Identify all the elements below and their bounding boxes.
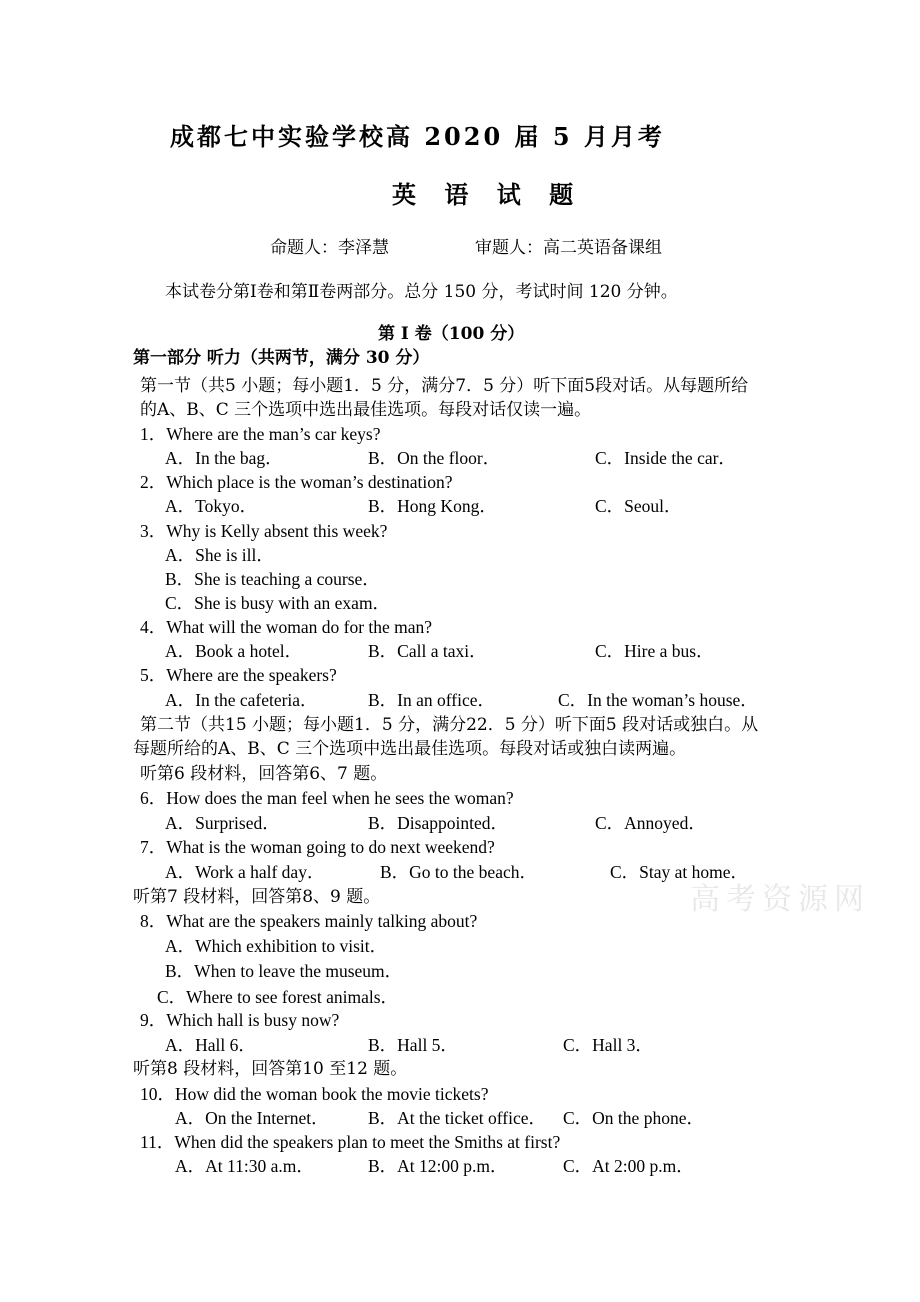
option-a: A．Work a half day． [165,862,325,882]
question-stem: 4．What will the woman do for the man? [140,617,433,637]
question-stem: 2．Which place is the woman’s destination? [140,472,453,492]
option-b: B．In an office． [368,690,496,710]
option-a: A．In the cafeteria． [165,690,318,710]
option-a: A．She is ill． [165,545,274,565]
section2-intro-line2: 每题所给的A、B、C 三个选项中选出最佳选项。每段对话或独白读两遍。 [133,739,687,759]
reviewer-line: 审题人：高二英语备课组 [475,238,662,258]
option-b: B．Hall 5． [368,1035,458,1055]
option-c: C．On the phone． [563,1108,704,1128]
question-stem: 6．How does the man feel when he sees the woman? [140,788,514,808]
option-b: B．Hong Kong． [368,496,497,516]
section2-intro-line1: 第二节（共15 小题；每小题1．5 分，满分22．5 分）听下面5 段对话或独白。从 [140,715,759,735]
exam-instructions: 本试卷分第Ⅰ卷和第Ⅱ卷两部分。总分 150 分，考试时间 120 分钟。 [165,282,678,302]
option-a: A．On the Internet． [175,1108,329,1128]
question-stem: 3．Why is Kelly absent this week? [140,521,388,541]
option-c: C．Inside the car． [595,448,736,468]
volume-title: 第 Ⅰ 卷（100 分） [378,324,525,344]
material-7-instruction: 听第7 段材料，回答第8、9 题。 [133,887,381,907]
exam-title: 成都七中实验学校高 2020 届 5 月月考 [170,122,665,151]
option-a: A．Tokyo． [165,496,258,516]
option-c: C．In the woman’s house． [558,690,758,710]
option-a: A．Which exhibition to visit． [165,936,388,956]
question-stem: 8．What are the speakers mainly talking about? [140,911,478,931]
question-stem: 7．What is the woman going to do next weekend? [140,837,495,857]
option-b: B．At the ticket office． [368,1108,547,1128]
subject-title: 英 语 试 题 [392,180,584,209]
option-c: C．Hire a bus． [595,641,714,661]
option-a: A．Book a hotel． [165,641,303,661]
option-c: C．Seoul． [595,496,682,516]
option-c: C．Stay at home． [610,862,749,882]
setter-line: 命题人：李泽慧 [270,238,389,258]
option-c: C．She is busy with an exam． [165,593,391,613]
material-8-instruction: 听第8 段材料，回答第10 至12 题。 [133,1059,408,1079]
option-b: B．When to leave the museum． [165,961,403,981]
option-a: A．In the bag． [165,448,283,468]
question-stem: 11．When did the speakers plan to meet the Smiths at first? [140,1132,561,1152]
question-stem: 1．Where are the man’s car keys? [140,424,381,444]
option-b: B．Call a taxi． [368,641,487,661]
question-stem: 9．Which hall is busy now? [140,1010,340,1030]
part1-title: 第一部分 听力（共两节，满分 30 分） [133,348,430,368]
question-stem: 5．Where are the speakers? [140,665,337,685]
watermark: 高考资源网 [690,882,870,917]
option-b: B．She is teaching a course． [165,569,380,589]
option-a: A．At 11:30 a.m． [175,1156,314,1176]
option-b: B．At 12:00 p.m． [368,1156,508,1176]
section1-intro-line1: 第一节（共5 小题；每小题1．5 分，满分7．5 分）听下面5段对话。从每题所给 [140,376,749,396]
option-c: C．Annoyed． [595,813,706,833]
option-a: A．Surprised． [165,813,280,833]
material-6-instruction: 听第6 段材料，回答第6、7 题。 [140,764,388,784]
question-stem: 10．How did the woman book the movie tickets? [140,1084,489,1104]
section1-intro-line2: 的A、B、C 三个选项中选出最佳选项。每段对话仅读一遍。 [140,400,592,420]
option-a: A．Hall 6． [165,1035,256,1055]
option-c: C．Hall 3． [563,1035,653,1055]
option-b: B．On the floor． [368,448,501,468]
option-b: B．Go to the beach． [380,862,537,882]
option-c: C．Where to see forest animals． [157,987,399,1007]
option-c: C．At 2:00 p.m． [563,1156,694,1176]
option-b: B．Disappointed． [368,813,508,833]
